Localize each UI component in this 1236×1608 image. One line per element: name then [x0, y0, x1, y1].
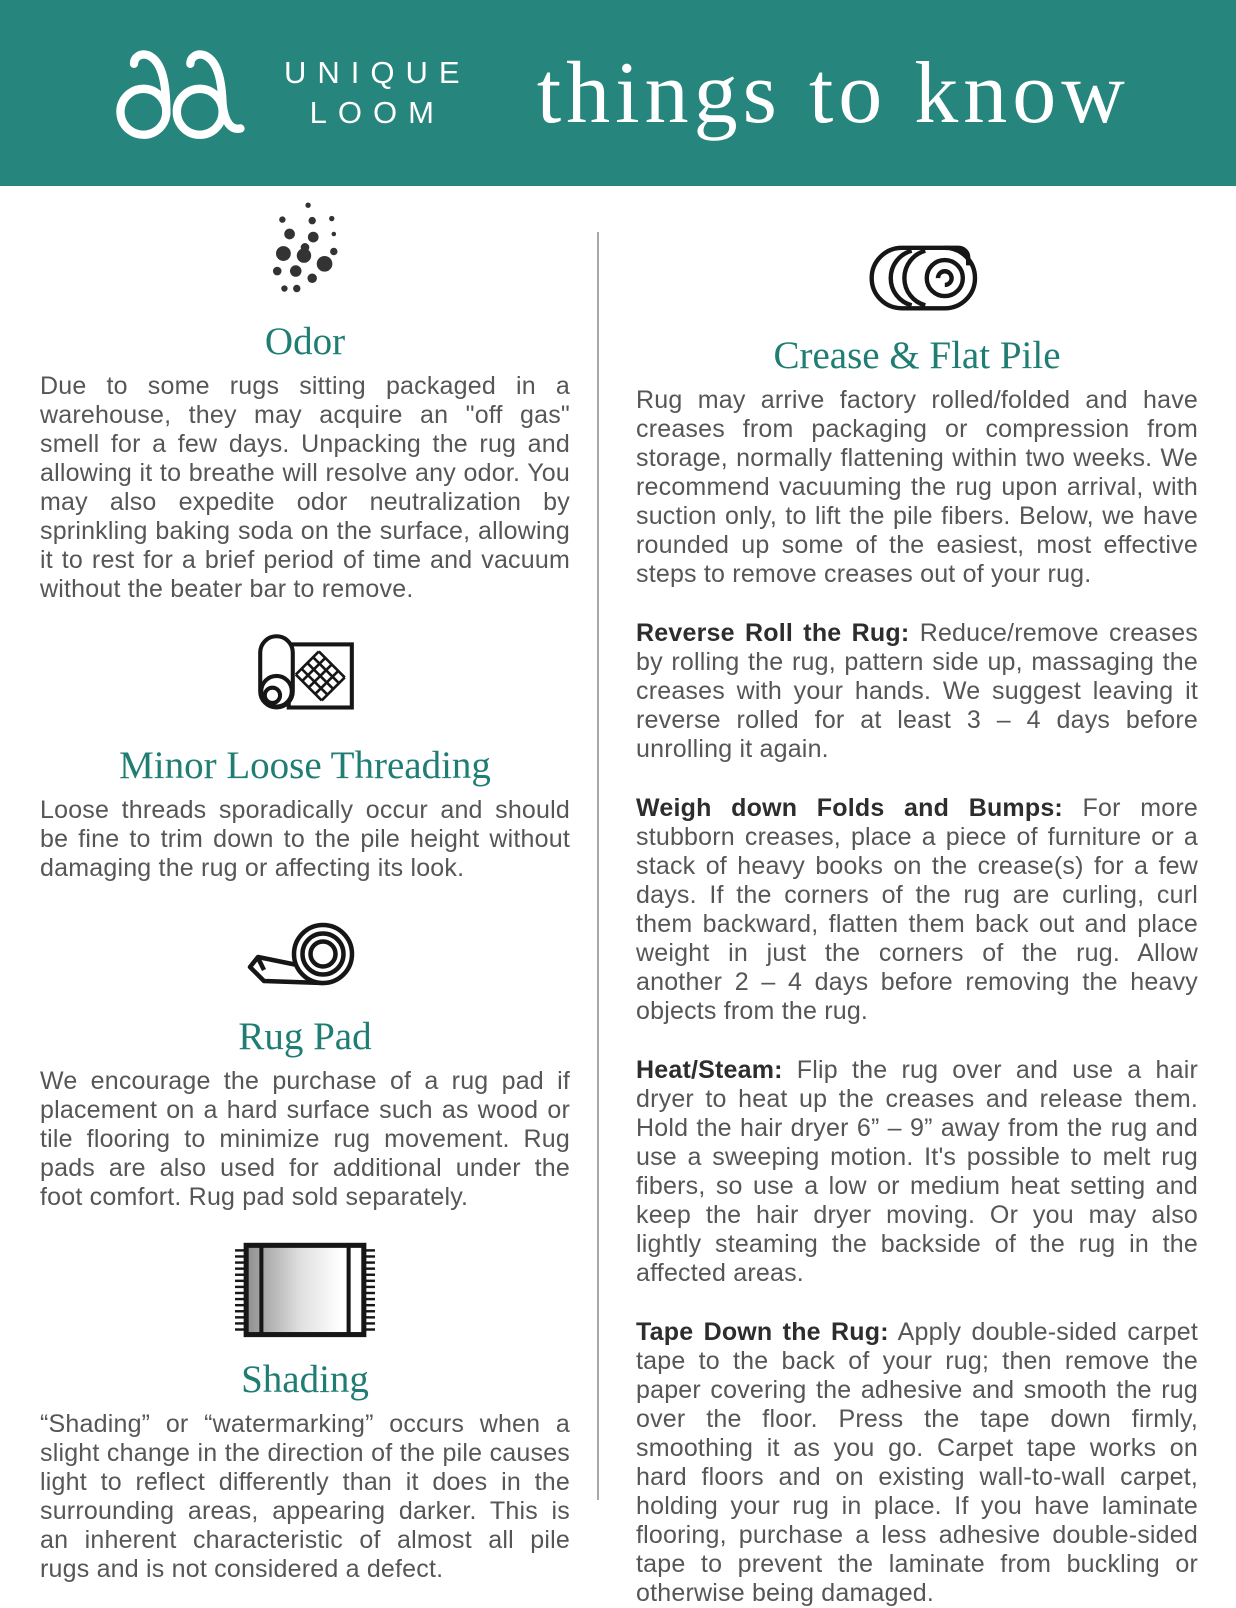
page-title: things to know — [536, 44, 1130, 142]
tip-heat-steam-label: Heat/Steam: — [636, 1055, 783, 1084]
section-heading-threading: Minor Loose Threading — [119, 743, 491, 787]
section-heading-odor: Odor — [264, 320, 346, 363]
rug-pad-roll-icon — [40, 909, 570, 1006]
tip-weigh-down-label: Weigh down Folds and Bumps: — [636, 793, 1063, 822]
tip-reverse-roll — [636, 619, 1198, 764]
section-heading-rugpad: Rug Pad — [238, 1014, 372, 1058]
tip-weigh-down-text: For more stubborn creases, place a piece of furniture or a stack of heavy books on the crease(s) for a few days. If the corners of the rug are curling, curl them backward, flatten them back out and place weight in just the corners of the rug. Allow another 2 – 4 days before removing the heavy objects from the rug. — [636, 793, 1199, 1025]
tip-tape-down-label: Tape Down the Rug: — [636, 1317, 889, 1346]
brand-line-2: LOOM — [309, 95, 445, 130]
rolled-rug-crosshatch-icon — [40, 628, 570, 735]
section-body-threading: Loose threads sporadically occur and should be fine to trim down to the pile height without damaging the rug or affecting its look. — [40, 795, 570, 882]
tip-heat-steam-text: Flip the rug over and use a hair dryer to heat up the creases and release them. Hold the hair dryer 6” – 9” away from the rug and use a sweeping motion. It's possible to melt rug fibers, so use a low or medium heat setting and keep the hair dryer moving. Or you may also lightly steaming the backside of the rug in the affected areas. — [636, 1055, 1198, 1287]
brand-line-1: UNIQUE — [284, 54, 471, 90]
left-column — [40, 198, 570, 1584]
tip-tape-down-text: Apply double-sided carpet tape to the back of your rug; then remove the paper covering the adhesive and smooth the rug over the floor. Press the tape down firmly, smoothing it as you go. Carpet tape works on hard floors and on existing wall-to-wall carpet, holding your rug in place. If you have laminate flooring, purchase a less adhesive double-sided tape to prevent the laminate from buckling or otherwise being damaged. — [636, 1317, 1198, 1607]
section-body-rugpad: We encourage the purchase of a rug pad if placement on a hard surface such as wood or tile flooring to minimize rug movement. Rug pads are also used for additional under the foot comfort. Rug pad sold separately. — [40, 1066, 570, 1211]
tip-reverse-roll-label: Reverse Roll the Rug: — [636, 618, 910, 647]
tip-reverse-roll-text: Reduce/remove creases by rolling the rug, pattern side up, massaging the creases with your hands. We suggest leaving it reverse rolled for at least 3 – 4 days before unrolling it again. — [636, 618, 1198, 763]
column-divider — [597, 232, 599, 1500]
tip-tape-down — [636, 1318, 1198, 1608]
rolled-rug-side-icon — [636, 228, 1198, 325]
section-heading-crease: Crease & Flat Pile — [773, 334, 1061, 377]
shaded-rug-icon — [40, 1242, 570, 1349]
section-body-odor: Due to some rugs sitting packaged in a warehouse, they may acquire an "off gas" smell for a few days. Unpacking the rug and allowing it to breathe will resolve any odor. You may also expedite odor neutralization by sprinkling baking soda on the surface, allowing it to rest for a brief period of time and vacuum without the beater bar to remove. — [40, 371, 570, 603]
odor-dots-icon — [40, 198, 570, 311]
section-heading-shading: Shading — [241, 1357, 369, 1401]
tip-heat-steam — [636, 1056, 1198, 1288]
tip-weigh-down — [636, 794, 1198, 1026]
right-column — [636, 228, 1198, 1608]
brand-name — [284, 53, 471, 134]
brand-logo — [102, 45, 471, 141]
section-body-shading: “Shading” or “watermarking” occurs when a slight change in the direction of the pile causes light to reflect differently than it does in the surrounding areas, appearing darker. This is an inherent characteristic of almost all pile rugs and is not considered a defect. — [40, 1409, 570, 1583]
header-banner — [0, 0, 1236, 186]
crease-intro: Rug may arrive factory rolled/folded and have creases from packaging or compression from storage, normally flattening within two weeks. We recommend vacuuming the rug upon arrival, with suction only, to lift the pile fibers. Below, we have rounded up some of the easiest, most effective steps to remove creases out of your rug. — [636, 385, 1198, 588]
unique-loom-logo-icon — [102, 45, 262, 141]
